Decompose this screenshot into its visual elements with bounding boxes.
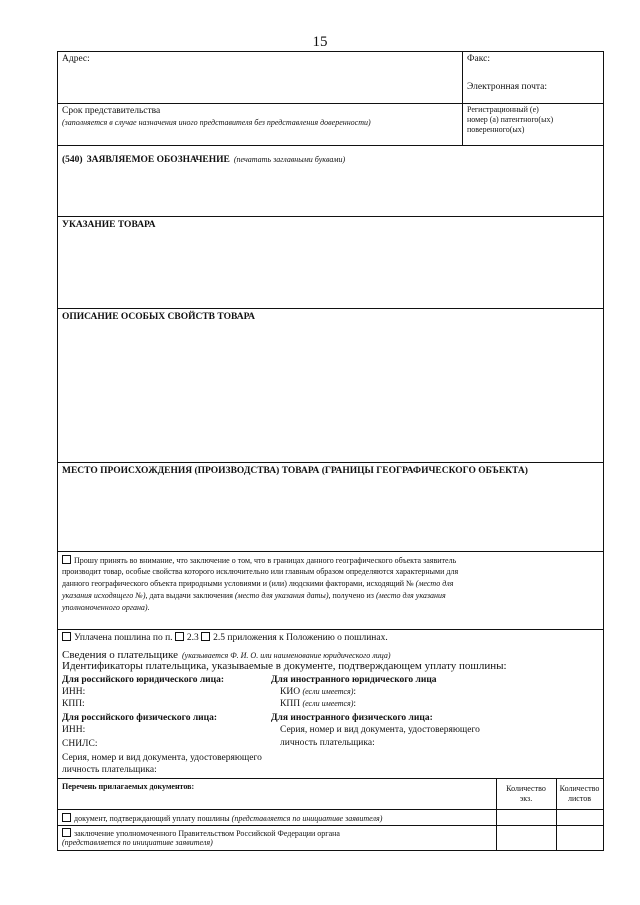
- attachment-1-label: документ, подтверждающий уплату пошлины: [74, 814, 230, 823]
- divider: [58, 145, 603, 146]
- payer-ids-title: Идентификаторы плательщика, указываемые в документе, подтверждающем уплату пошлины:: [62, 660, 507, 672]
- divider: [58, 825, 603, 826]
- foreign-doc-line2: личность плательщика:: [280, 738, 375, 748]
- foreign-legal-label: Для иностранного юридического лица: [271, 675, 437, 685]
- divider: [462, 103, 463, 145]
- kpp2-label: КПП: [280, 699, 301, 709]
- request-text-3b: (место для: [415, 579, 454, 588]
- email-label: Электронная почта:: [467, 82, 547, 92]
- term-label: Срок представительства: [62, 106, 161, 116]
- fee-option-23-checkbox[interactable]: [175, 632, 184, 641]
- kpp2-note: (если имеется): [302, 699, 354, 708]
- application-form: [57, 51, 604, 851]
- address-label: Адрес:: [62, 54, 90, 64]
- request-line3: [62, 579, 453, 589]
- divider: [58, 216, 603, 217]
- page-number: 15: [312, 34, 328, 50]
- attachment-item-1: [62, 813, 382, 824]
- designation-code: (540): [62, 155, 83, 165]
- request-text-4a: указания исходящего №): [62, 591, 146, 600]
- col-sheets-header: [556, 784, 603, 804]
- kpp2-line: КПП (если имеется):: [280, 699, 357, 709]
- request-line5: уполномоченного органа).: [62, 603, 150, 612]
- foreign-doc-line1: Серия, номер и вид документа, удостоверяющего: [280, 725, 480, 735]
- ru-person-label: Для российского физического лица:: [62, 713, 218, 723]
- fee-option-25-label: 2.5 приложения к Положению о пошлинах.: [213, 633, 388, 643]
- designation-heading: [62, 149, 345, 167]
- payer-title: Сведения о плательщике: [62, 649, 178, 661]
- origin-title: МЕСТО ПРОИСХОЖДЕНИЯ (ПРОИЗВОДСТВА) ТОВАРА (ГРАНИЦЫ ГЕОГРАФИЧЕСКОГО ОБЪЕКТА): [62, 466, 528, 476]
- divider: [58, 778, 603, 779]
- attachments-title: Перечень прилагаемых документов:: [62, 782, 195, 791]
- designation-note: (печатать заглавными буквами): [233, 155, 346, 164]
- request-text-4b: , дата выдачи заключения: [145, 591, 233, 600]
- reg-number-line3: поверенного(ых): [467, 125, 525, 134]
- goods-title: УКАЗАНИЕ ТОВАРА: [62, 220, 156, 230]
- term-note: (заполняется в случае назначения иного представителя без представления доверенности): [62, 118, 371, 127]
- reg-number-line1: Регистрационный (е): [467, 105, 539, 114]
- kio-note: (если имеется): [302, 687, 354, 696]
- payer-note: (указывается Ф. И. О. или наименование юридического лица): [182, 651, 391, 660]
- col-sheets-line2: листов: [568, 794, 591, 803]
- request-text-3a: данного географического объекта природными условиями и (или) людскими факторами, исходящий №: [62, 579, 414, 588]
- request-line1: [62, 555, 456, 566]
- request-line2: производит товар, особые свойства которого исключительно или главным образом определяются характерными для: [62, 567, 459, 576]
- col-sheets-line1: Количество: [559, 784, 600, 793]
- kio-line: КИО (если имеется):: [280, 687, 357, 697]
- divider: [58, 308, 603, 309]
- attachment-2-note: (представляется по инициативе заявителя): [62, 838, 213, 847]
- fax-label: Факс:: [467, 54, 490, 64]
- col-copies-line1: Количество: [506, 784, 546, 793]
- properties-title: ОПИСАНИЕ ОСОБЫХ СВОЙСТВ ТОВАРА: [62, 312, 256, 322]
- request-checkbox[interactable]: [62, 555, 71, 564]
- ru-doc-line1: Серия, номер и вид документа, удостоверяющего: [62, 753, 262, 763]
- snils-label: СНИЛС:: [62, 739, 98, 749]
- ru-doc-line2: личность плательщика:: [62, 765, 157, 775]
- divider: [58, 551, 603, 552]
- divider: [58, 103, 603, 104]
- inn2-label: ИНН:: [62, 725, 86, 735]
- col-copies-header: [496, 784, 556, 804]
- fee-option-25-checkbox[interactable]: [201, 632, 210, 641]
- attachment-2-checkbox[interactable]: [62, 828, 71, 837]
- request-text-4e: (место для указания: [375, 591, 446, 600]
- fee-paid-checkbox[interactable]: [62, 632, 71, 641]
- fee-line: [62, 632, 388, 644]
- attachment-1-checkbox[interactable]: [62, 813, 71, 822]
- request-text-4d: , получено из: [328, 591, 374, 600]
- divider: [58, 809, 603, 810]
- request-text-1: Прошу принять во внимание, что заключение о том, что в границах данного географического объекта заявитель: [74, 556, 457, 565]
- request-line4: [62, 591, 446, 601]
- designation-title: ЗАЯВЛЯЕМОЕ ОБОЗНАЧЕНИЕ: [86, 155, 230, 165]
- col-copies-line2: экз.: [519, 794, 533, 803]
- fee-paid-label: Уплачена пошлина по п.: [74, 633, 173, 643]
- divider: [58, 629, 603, 630]
- kpp-label: КПП:: [62, 699, 85, 709]
- ru-legal-label: Для российского юридического лица:: [62, 675, 225, 685]
- reg-number-line2: номер (а) патентного(ых): [467, 115, 554, 124]
- kio-label: КИО: [280, 687, 301, 697]
- inn-label: ИНН:: [62, 687, 86, 697]
- attachment-2-label: заключение уполномоченного Правительством Российской Федерации органа: [74, 829, 340, 838]
- divider: [58, 462, 603, 463]
- divider: [462, 52, 463, 103]
- foreign-person-label: Для иностранного физического лица:: [271, 713, 433, 723]
- request-text-4c: (место для указания даты): [234, 591, 329, 600]
- fee-option-23-label: 2.3: [186, 633, 199, 643]
- attachment-1-note: (представляется по инициативе заявителя): [231, 814, 383, 823]
